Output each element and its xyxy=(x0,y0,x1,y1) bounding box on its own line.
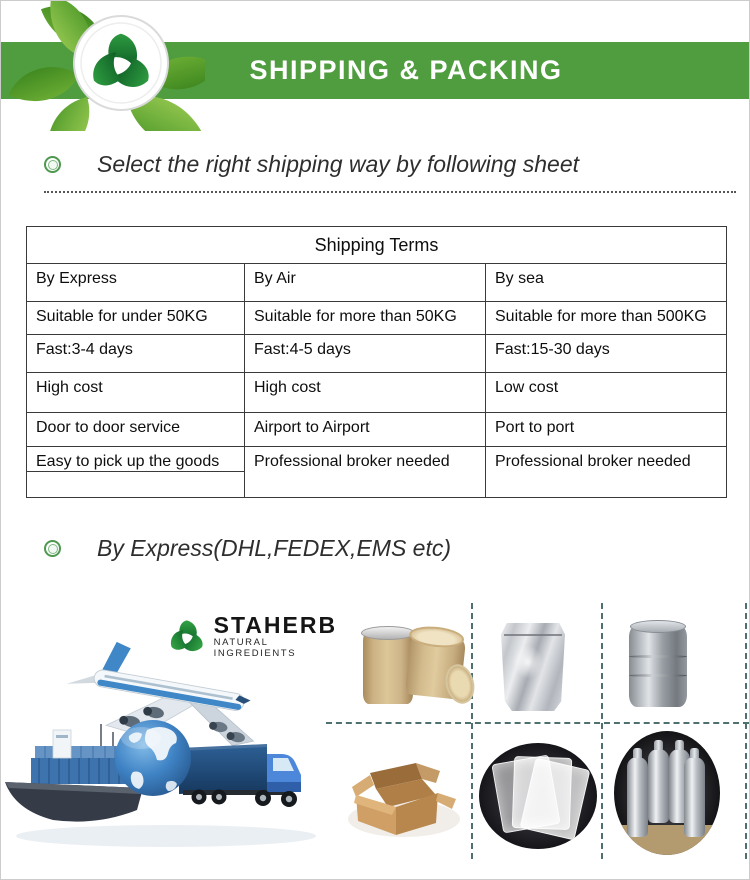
brand-tagline: NATURAL INGREDIENTS xyxy=(213,637,297,659)
packaging-photos xyxy=(326,597,750,867)
drum-groove xyxy=(629,655,687,658)
aluminum-bottle xyxy=(684,757,705,837)
table-cell: Airport to Airport xyxy=(245,413,486,447)
steel-drum-photo xyxy=(629,625,687,707)
table-row xyxy=(27,373,727,413)
carton-box-photo xyxy=(344,749,464,841)
aluminum-bottle xyxy=(648,749,669,823)
table-cell: Professional broker needed xyxy=(486,447,727,498)
bullet-icon xyxy=(44,540,61,557)
aluminum-bottle xyxy=(627,757,648,837)
bullet-icon xyxy=(44,156,61,173)
table-cell: Fast:4-5 days xyxy=(245,335,486,373)
table-title-row xyxy=(27,227,727,264)
staherb-leaf-icon xyxy=(166,614,208,660)
table-cell: Suitable for more than 500KG xyxy=(486,302,727,335)
leaf-logo-icon xyxy=(9,1,205,131)
heading-shipping-way xyxy=(44,151,579,178)
table-cell: High cost xyxy=(245,373,486,413)
section-title: SHIPPING & PACKING xyxy=(249,55,563,85)
table-cell: Professional broker needed xyxy=(245,447,486,498)
table-cell: Port to port xyxy=(486,413,727,447)
closed-drum xyxy=(363,631,413,704)
table-cell: Suitable for under 50KG xyxy=(27,302,245,335)
dashed-grid-line xyxy=(326,722,749,724)
table-row xyxy=(27,413,727,447)
heading-text: By Express(DHL,FEDEX,EMS etc) xyxy=(97,535,452,561)
table-row xyxy=(27,335,727,373)
globe-icon xyxy=(115,720,191,796)
logistics-collage xyxy=(1,596,338,871)
dashed-grid-line xyxy=(601,603,603,859)
table-header-row xyxy=(27,264,727,302)
table-cell: Easy to pick up the goods xyxy=(27,447,245,472)
table-cell xyxy=(27,472,245,498)
table-column-header: By Air xyxy=(245,264,486,302)
heading-text: Select the right shipping way by following sheet xyxy=(97,151,580,177)
foil-bag-photo xyxy=(501,623,565,711)
dashed-grid-line xyxy=(745,603,747,859)
container-truck-icon xyxy=(179,744,301,807)
table-cell: Fast:3-4 days xyxy=(27,335,245,373)
fiber-drums-photo xyxy=(346,616,471,721)
table-cell: Door to door service xyxy=(27,413,245,447)
table-row xyxy=(27,447,727,472)
plastic-bags-photo xyxy=(479,743,597,849)
table-cell: Fast:15-30 days xyxy=(486,335,727,373)
table-cell: High cost xyxy=(27,373,245,413)
ground-reflection xyxy=(16,825,316,847)
staherb-wordmark xyxy=(214,614,342,659)
shipping-terms-table xyxy=(26,226,727,498)
dotted-divider xyxy=(44,191,736,193)
table-column-header: By sea xyxy=(486,264,727,302)
drum-groove xyxy=(629,674,687,677)
dashed-grid-line xyxy=(471,603,473,859)
table-column-header: By Express xyxy=(27,264,245,302)
heading-by-express xyxy=(44,535,451,562)
bullet-inner-ring xyxy=(48,160,58,170)
table-row xyxy=(27,302,727,335)
aluminum-bottles-photo xyxy=(614,731,720,855)
staherb-logo xyxy=(166,614,341,660)
table-cell: Low cost xyxy=(486,373,727,413)
bullet-inner-ring xyxy=(48,544,58,554)
table-cell: Suitable for more than 50KG xyxy=(245,302,486,335)
table-title: Shipping Terms xyxy=(27,227,727,264)
brand-name: STAHERB xyxy=(213,612,338,638)
